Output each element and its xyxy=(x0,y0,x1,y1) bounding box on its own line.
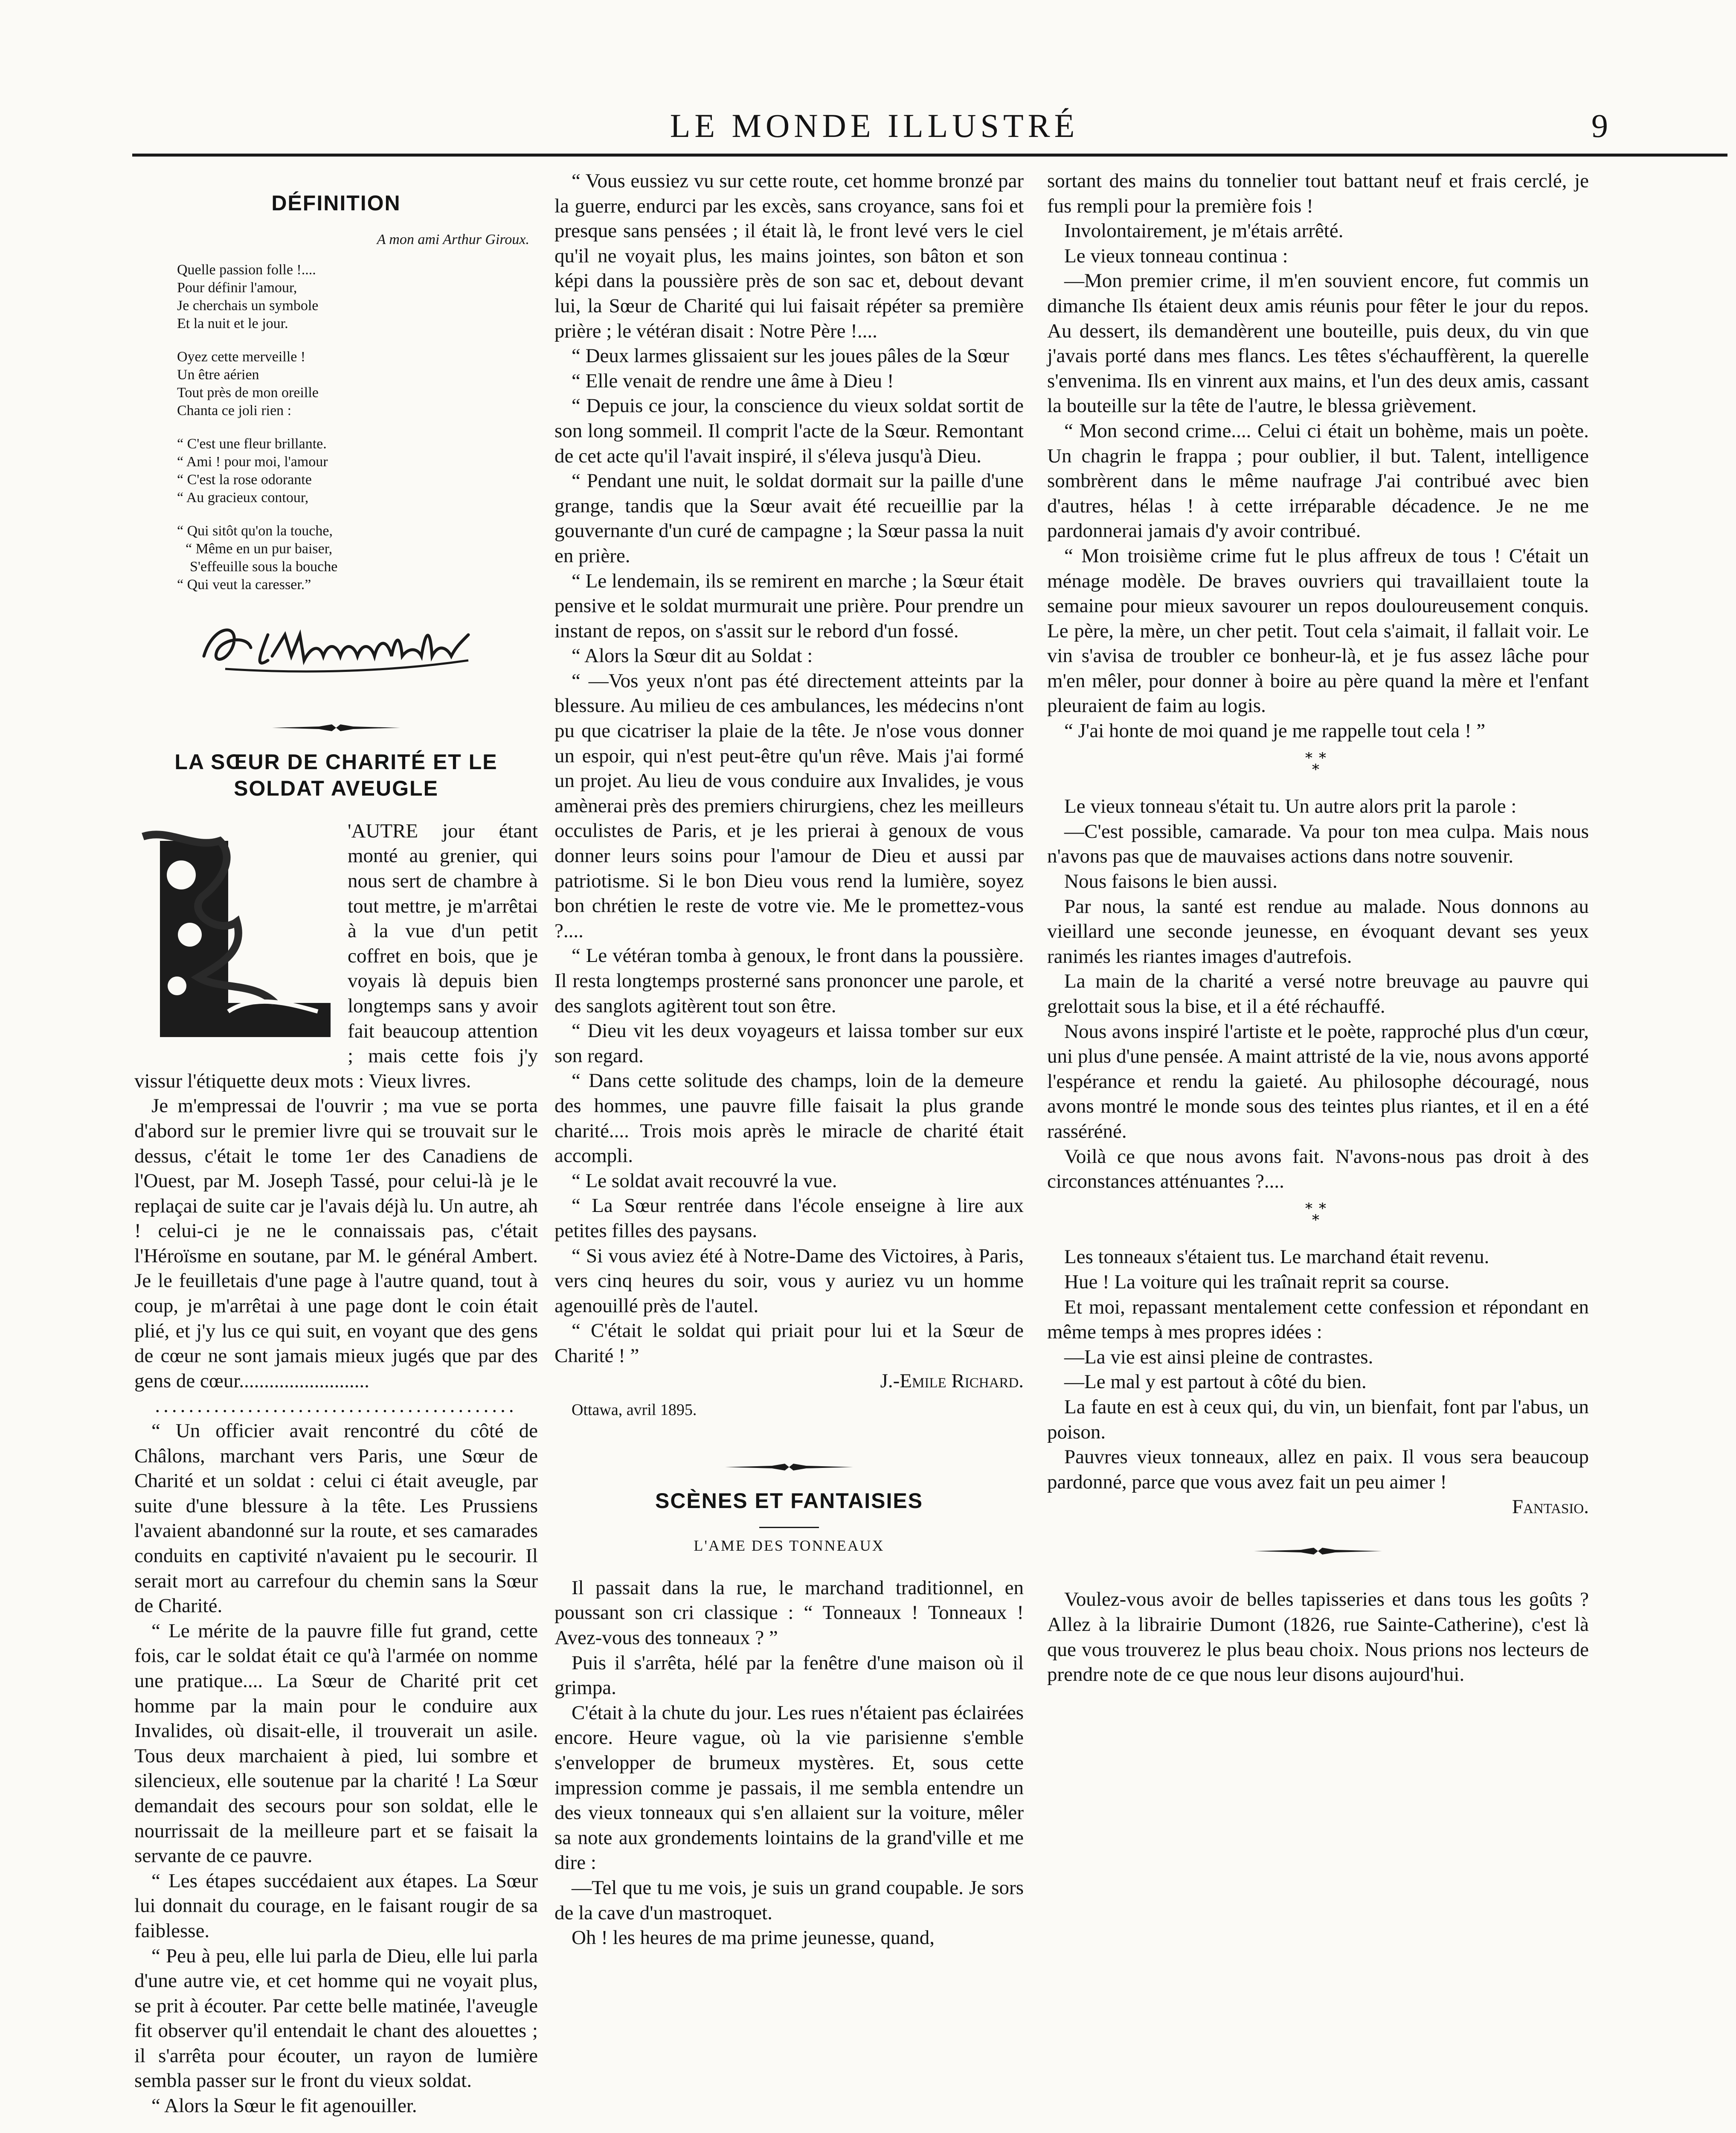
story-paragraph: “ J'ai honte de moi quand je me rappelle tout cela ! ” xyxy=(1064,720,1486,742)
story-paragraph: Hue ! La voiture qui les traînait reprit sa course. xyxy=(1064,1270,1450,1293)
story-paragraph: La faute en est à ceux qui, du vin, un bienfait, font par l'abus, un poison. xyxy=(1047,1395,1589,1443)
story-paragraph: Le vieux tonneau continua : xyxy=(1064,244,1288,267)
poem-line: Et la nuit et le jour. xyxy=(177,315,288,331)
story-paragraph: “ Un officier avait rencontré du côté de Châlons, marchant vers Paris, une Sœur de Charité et un soldat : celui ci était aveugle, par suite d'une blessure à la tête. Les Prussiens l'avaient abandonné sur la route, et ses camarades conduits en captivité n'avaient pu le secourir. Il serait mort au carrefour du chemin sans la Sœur de Charité. xyxy=(134,1420,538,1617)
story-paragraph: —Tel que tu me vois, je suis un grand coupable. Je sors de la cave d'un mastroquet. xyxy=(554,1877,1024,1924)
section-title: SCÈNES ET FANTAISIES xyxy=(655,1489,923,1513)
story-author: J.-Emile Richard. xyxy=(880,1369,1024,1392)
story-paragraph: —Le mal y est partout à côté du bien. xyxy=(1064,1371,1367,1393)
story-paragraph: Le vieux tonneau s'était tu. Un autre alors prit la parole : xyxy=(1064,795,1517,818)
story-paragraph: sortant des mains du tonnelier tout battant neuf et frais cerclé, je fus rempli pour la première fois ! xyxy=(1047,170,1589,217)
story-paragraph: Voilà ce que nous avons fait. N'avons-nous pas droit à des circonstances atténuantes ?.... xyxy=(1047,1145,1589,1193)
poem-line: “ Ami ! pour moi, l'amour xyxy=(177,453,328,470)
column-3 xyxy=(1047,169,1589,1687)
story-paragraph: “ Elle venait de rendre une âme à Dieu ! xyxy=(572,369,894,392)
poem-line: “ C'est la rose odorante xyxy=(177,471,312,488)
ellipsis-line: ........................................... xyxy=(155,1395,517,1417)
story-paragraph: “ Mon troisième crime fut le plus affreux de tous ! C'était un ménage modèle. De braves ouvriers qui travaillaient toute la semaine pour mieux savourer un repos douloureusement conquis. Le père, la mère, un cher petit. Tout cela s'aimait, il fallait voir. Le vin s'avisa de troubler ce bonheur-là, et je fus assez lâche pour m'en mêler, pour donner à boire au père quand la mère et l'enfant pleuraient de faim au logis. xyxy=(1047,544,1589,717)
poem-line: Tout près de mon oreille xyxy=(177,384,319,401)
story-paragraph: Pauvres vieux tonneaux, allez en paix. Il vous sera beaucoup pardonné, parce que vous avez fait un peu aimer ! xyxy=(1047,1446,1589,1493)
advertisement-paragraph: Voulez-vous avoir de belles tapisseries et dans tous les goûts ? Allez à la librairie Dumont (1826, rue Sainte-Catherine), c'est là que vous trouverez le plus beau choix. Nous prions nos lecteurs de prendre note de ce que nous leur disons aujourd'hui. xyxy=(1047,1588,1589,1686)
poem-line: Un être aérien xyxy=(177,366,259,383)
story-paragraph: Puis il s'arrêta, hélé par la fenêtre d'une maison où il grimpa. xyxy=(554,1651,1024,1699)
story-paragraph: “ Dans cette solitude des champs, loin de la demeure des hommes, une pauvre fille faisait la plus grande charité.... Trois mois après le miracle de charité était accompli. xyxy=(554,1069,1024,1167)
page-number: 9 xyxy=(1591,107,1608,144)
dropcap-illustration xyxy=(134,824,339,1054)
story-paragraph: “ Alors la Sœur dit au Soldat : xyxy=(572,645,813,667)
poem-stanza xyxy=(177,435,538,507)
asterism xyxy=(1047,752,1589,784)
story-paragraph: “ Le soldat avait recouvré la vue. xyxy=(572,1169,837,1192)
story-paragraph: La main de la charité a versé notre breuvage au pauvre qui grelottait sous la bise, et il a été réchauffé. xyxy=(1047,970,1589,1017)
poem xyxy=(177,261,538,594)
story-paragraph: “ Le mérite de la pauvre fille fut grand, cette fois, car le soldat était ce qu'à l'armée on nomme une pratique.... La Sœur de Charité prit cet homme par la main pour le conduire aux Invalides, où disait-elle, il trouverait un asile. Tous deux marchaient à pied, lui sombre et silencieux, elle soutenue par la charité ! La Sœur demandait des secours pour son soldat, elle le nourrissait de la meilleure part et se faisait la servante de ce pauvre. xyxy=(134,1619,538,1867)
poem-stanza xyxy=(177,261,538,333)
story-paragraph: Par nous, la santé est rendue au malade. Nous donnons au vieillard une seconde jeunesse, en évoquant devant ses yeux ranimés les riantes images d'autrefois. xyxy=(1047,895,1589,968)
story-paragraph: Je m'empressai de l'ouvrir ; ma vue se porta d'abord sur le premier livre qui se trouvait sur le dessus, c'était le tome 1er des Canadiens de l'Ouest, par M. Joseph Tassé, pour celui-là je le replaçai de suite car je l'avais déjà lu. Un autre, ah ! celui-ci je ne le connaissais pas, c'était l'Héroïsme en soutane, par M. le général Ambert. Je le feuilletais d'une page à l'autre quand, tout à coup, je m'arrêtai à une page dont le coin était plié, et j'y lus ce qui suit, en voyant que des gens de cœur ne sont jamais mieux jugés que par des gens de cœur.......................... xyxy=(134,1095,538,1392)
svg-text:*: * xyxy=(1312,761,1319,778)
story-paragraph: Nous avons inspiré l'artiste et le poète, rapproché plus d'un cœur, uni plus d'une pensée. A maint attristé de la vie, nous avons apporté l'espérance et rendu la gaieté. Au philosophe découragé, nous avons montré le monde sous des teintes plus riantes, et il en a été rasséréné. xyxy=(1047,1020,1589,1142)
poem-line: Chanta ce joli rien : xyxy=(177,402,292,418)
poem-line: “ Qui sitôt qu'on la touche, xyxy=(177,523,333,539)
poem-line: Quelle passion folle !.... xyxy=(177,262,316,278)
asterism xyxy=(1047,1203,1589,1235)
story-paragraph: “ —Vos yeux n'ont pas été directement atteints par la blessure. Au milieu de ces ambulances, les médecins n'ont pu que cicatriser la plaie de la tête. Je n'ose vous donner un espoir, qui n'est peut-être qu'un rêve. Mais j'ai formé un projet. Au lieu de vous conduire aux Invalides, je vous amènerai près des premiers chirurgiens, chez les meilleurs occulistes de Paris, et je les prierai à genoux de vous donner leurs soins pour l'amour de Dieu et aussi par patriotisme. Si le bon Dieu vous rend la lumière, soyez bon chrétien le reste de votre vie. Me le promettez-vous ?.... xyxy=(554,669,1024,942)
poem-line: Oyez cette merveille ! xyxy=(177,349,306,365)
story-paragraph: “ Les étapes succédaient aux étapes. La Sœur lui donnait du courage, en le faisant rougir de sa faiblesse. xyxy=(134,1869,538,1942)
story-paragraph: Nous faisons le bien aussi. xyxy=(1064,870,1277,893)
story-paragraph: Et moi, repassant mentalement cette confession et répondant en même temps à mes propres idées : xyxy=(1047,1296,1589,1343)
poem-dedication: A mon ami Arthur Giroux. xyxy=(377,232,529,247)
story-title: LA SŒUR DE CHARITÉ ET LE SOLDAT AVEUGLE xyxy=(174,750,498,800)
poem-title: DÉFINITION xyxy=(271,191,401,215)
poem-line: Pour définir l'amour, xyxy=(177,279,297,296)
divider-ornament xyxy=(554,1453,1024,1478)
story-paragraph: —C'est possible, camarade. Va pour ton mea culpa. Mais nous n'avons pas que de mauvaises actions dans notre souvenir. xyxy=(1047,820,1589,868)
poem-line: “ Qui veut la caresser.” xyxy=(177,576,311,593)
poem-line: “ Même en un pur baiser, xyxy=(186,541,333,557)
poem-line: “ Au gracieux contour, xyxy=(177,489,309,506)
story-paragraph: “ Vous eussiez vu sur cette route, cet homme bronzé par la guerre, endurci par les excès, sans croyance, sans foi et presque sans pensées ; il était là, le front levé vers le ciel qu'il ne voyait plus, les mains jointes, son bâton et son képi dans la poussière près de son sac et, debout devant lui, la Sœur de Charité qui lui faisait répéter sa première prière ; le vétéran disait : Notre Père !.... xyxy=(554,170,1024,342)
story-paragraph: “ Peu à peu, elle lui parla de Dieu, elle lui parla d'une autre vie, et cet homme qui ne voyait plus, se prit à écouter. Par cette belle matinée, l'aveugle fit observer qu'il entendait le chant des alouettes ; il s'arrêta pour écouter, un rayon de lumière sembla passer sur le front du vieux soldat. xyxy=(134,1944,538,2092)
story-paragraph: “ Alors la Sœur le fit agenouiller. xyxy=(151,2095,417,2117)
story-paragraph: “ Mon second crime.... Celui ci était un bohème, mais un poète. Un chagrin le frappa ; pour oublier, il but. Talent, intelligence sombrèrent dans le même naufrage J'ai contribué avec bien d'autres, hélas ! à cette irréparable décadence. Je ne me pardonnerai jamais d'y avoir contribué. xyxy=(1047,419,1589,542)
story-paragraph: Les tonneaux s'étaient tus. Le marchand était revenu. xyxy=(1064,1246,1489,1268)
story-paragraph: “ Dieu vit les deux voyageurs et laissa tomber sur eux son regard. xyxy=(554,1020,1024,1067)
story-paragraph: —La vie est ainsi pleine de contrastes. xyxy=(1064,1345,1373,1368)
story-paragraph: —Mon premier crime, il m'en souvient encore, fut commis un dimanche Ils étaient deux amis réunis pour fêter le jour du repos. Au dessert, ils demandèrent une bouteille, puis deux, du vin que j'avais porté dans mes flancs. Les têtes s'échauffèrent, la querelle s'envenima. Ils en vinrent aux mains, et l'un des deux amis, cassant la bouteille sur la tête de l'autre, le blessa grièvement. xyxy=(1047,270,1589,417)
story-paragraph: “ Pendant une nuit, le soldat dormait sur la paille d'une grange, tandis que la Sœur avait été recueillie par la gouvernante d'un curé de campagne ; la Sœur passa la nuit en prière. xyxy=(554,470,1024,567)
story-paragraph: “ Le vétéran tomba à genoux, le front dans la poussière. Il resta longtemps prosterné sans prononcer une parole, et des sanglots agitèrent tout son être. xyxy=(554,944,1024,1017)
divider-ornament xyxy=(1047,1537,1589,1562)
divider-ornament xyxy=(134,713,538,738)
svg-text:*: * xyxy=(1312,1211,1319,1228)
svg-text:*: * xyxy=(1319,752,1326,767)
story-paragraph: C'était à la chute du jour. Les rues n'étaient pas éclairées encore. Heure vague, où la vie parisienne s'emble s'envelopper de brumeux mystères. Et, sous cette impression comme je passais, il me sembla entendre un des vieux tonneaux qui s'en allaient sur la voiture, mêler sa note aux grondements lointains de la grand'ville et me dire : xyxy=(554,1701,1024,1874)
story-paragraph: “ Deux larmes glissaient sur les joues pâles de la Sœur xyxy=(572,345,1009,367)
story-paragraph: 'AUTRE jour étant monté au grenier, qui nous sert de chambre à tout mettre, je m'arrêtai à la vue d'un petit coffret en bois, que je voyais là depuis bien longtemps sans y avoir fait beaucoup attention ; mais cette fois j'y vissur l'étiquette deux mots : Vieux livres. xyxy=(134,819,538,1092)
story-paragraph: “ C'était le soldat qui priait pour lui et la Sœur de Charité ! ” xyxy=(554,1319,1024,1367)
story-paragraph: Il passait dans la rue, le marchand traditionnel, en poussant son cri classique : “ Tonneaux ! Tonneaux ! Avez-vous des tonneaux ? ” xyxy=(554,1576,1024,1649)
poem-stanza xyxy=(177,522,538,594)
story-paragraph: “ Le lendemain, ils se remirent en marche ; la Sœur était pensive et le soldat murmurait une prière. Pour prendre un instant de repos, on s'assit sur le rebord d'un fossé. xyxy=(554,570,1024,642)
short-rule xyxy=(759,1527,819,1528)
section-subtitle: L'AME DES TONNEAUX xyxy=(694,1537,885,1555)
story-paragraph: Involontairement, je m'étais arrêté. xyxy=(1064,220,1344,242)
story-paragraph: Oh ! les heures de ma prime jeunesse, quand, xyxy=(572,1927,935,1949)
story-author: Fantasio. xyxy=(1512,1496,1589,1518)
newspaper-title: LE MONDE ILLUSTRÉ xyxy=(670,107,1079,144)
poem-line: Je cherchais un symbole xyxy=(177,297,319,314)
poem-line: S'effeuille sous la bouche xyxy=(190,558,338,575)
poem-line: “ C'est une fleur brillante. xyxy=(177,436,327,452)
signature xyxy=(134,609,538,688)
column-2 xyxy=(554,169,1024,1950)
story-paragraph: “ Depuis ce jour, la conscience du vieux soldat sortit de son long sommeil. Il comprit l'acte de la Sœur. Remontant de cet acte qu'il l'avait inspiré, il s'éleva jusqu'à Dieu. xyxy=(554,395,1024,467)
story-paragraph: “ La Sœur rentrée dans l'école enseigne à lire aux petites filles des paysans. xyxy=(554,1194,1024,1242)
poem-stanza xyxy=(177,348,538,420)
svg-text:*: * xyxy=(1305,752,1312,767)
header-rule xyxy=(132,154,1727,157)
column-1 xyxy=(134,169,538,2118)
masthead xyxy=(141,107,1608,149)
dateline: Ottawa, avril 1895. xyxy=(572,1401,697,1419)
story-paragraph: “ Si vous aviez été à Notre-Dame des Victoires, à Paris, vers cinq heures du soir, vous y auriez vu un homme agenouillé près de l'autel. xyxy=(554,1244,1024,1317)
svg-text:*: * xyxy=(1319,1202,1326,1217)
svg-text:*: * xyxy=(1305,1202,1312,1217)
